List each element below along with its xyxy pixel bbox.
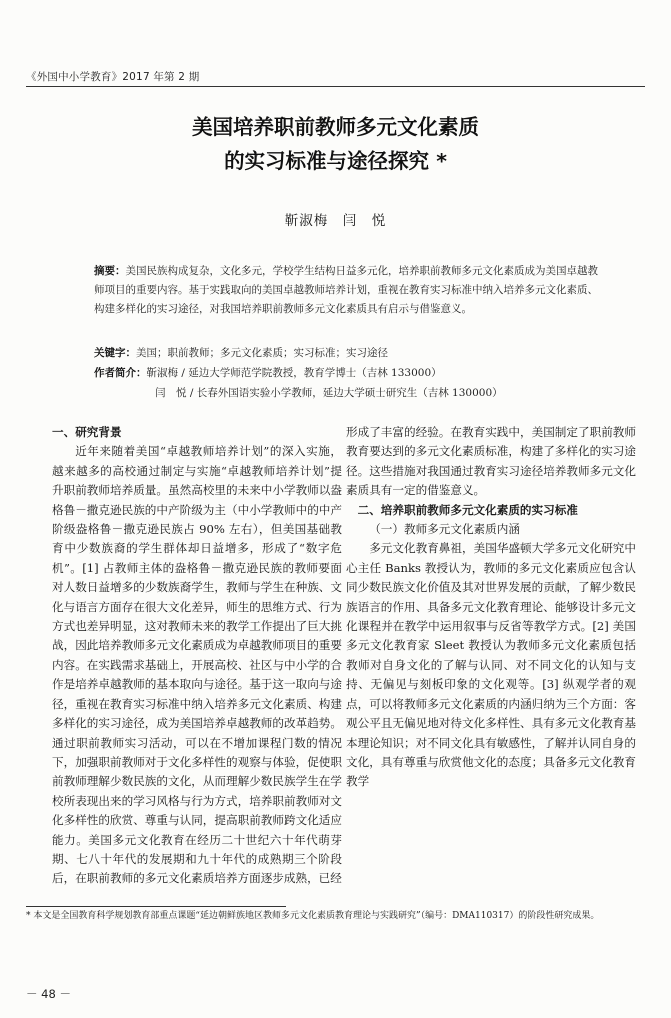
article-authors: 靳淑梅 闫 悦	[284, 213, 387, 229]
keywords	[94, 344, 604, 363]
right-column	[346, 423, 636, 792]
abstract-label: 摘要：	[94, 265, 126, 277]
subsection-1-heading: （一）教师多元文化素质内涵	[369, 522, 520, 537]
section-1-heading: 一、研究背景	[52, 425, 122, 439]
author-info-line-2: 闫 悦 / 长春外国语实验小学教师，延边大学硕士研究生（吉林 130000）	[155, 387, 503, 399]
footnote: * 本文是全国教育科学规划教育部重点课题“延边朝鲜族地区教师多元文化素质教育理论与实践研究”（编号：DMA110317）的阶段性研究成果。	[26, 911, 600, 921]
keywords-text: 美国；职前教师；多元文化素质；实习标准；实习途径	[136, 347, 388, 359]
author-info-label: 作者简介：	[94, 367, 147, 379]
keywords-label: 关键字：	[94, 347, 136, 359]
footnote-rule	[26, 906, 286, 907]
article-title	[0, 110, 671, 178]
body-paragraph-1: 近年来随着美国“卓越教师培养计划”的深入实施，越来越多的高校通过制定与实施“卓越教师培养计划”提升职前教师培养质量。虽然高校里的未来中小学教师以盎格鲁－撒克逊民族的中产阶级为主（中小学教师中的中产阶级盎格鲁－撒克逊民族占 90% 左右），但美国基础教育中少数族裔的学生群体却日益增多，形成了“数字危机”。[1] 占教师主体的盎格鲁－撒克逊民族的教师要面对人数日益增多的少数族裔学生，教师与学生在种族、文化与语言方面存在很大文化差异，师生的思维方式、行为方式也差异明显，这对教师未来的教学工作提出了巨大挑战，因此培养教师多元文化素质成为卓越教师项目的重要内容。在实践需求基础上，开展高校、社区与中小学的合作是培养卓越教师的基本取向与途径。基于这一取向与途径，重视在教育实习标准中纳入培养多元文化素质、构建多样化的实习途径，成为美国培养卓越教师的改革趋势。通过职前教师实习活动，可以在不增加课程门数的情况下，加强职前教师对于文化多样性的观察与体验，促使职前教师理解少数民族的文化，从而理解少数民族学生在学校所表现出来的学习风格与行为方式，培养职前教师对文化多样性的欣赏、尊重与认同，提高职前教师跨文化适应能力。美国多元文化教育在经历二十世纪六十年代萌芽期、七八十年代的发展期和九十年代的成熟期三个阶段后，在职前教师的多元文化素质培养方面逐步成熟，已经	[52, 444, 342, 886]
body-paragraph-1-continued: 形成了丰富的经验。在教育实践中，美国制定了职前教师教育要达到的多元文化素质标准，构建了多样化的实习途径。这些措施对我国通过教育实习途径培养教师多元文化素质具有一定的借鉴意义。	[346, 425, 636, 498]
left-column	[52, 423, 342, 889]
section-2-heading: 二、培养职前教师多元文化素质的实习标准	[357, 502, 578, 517]
page-number: － 48 －	[26, 987, 71, 1001]
author-info	[94, 364, 604, 383]
body-paragraph-2: 多元文化教育鼻祖，美国华盛顿大学多元文化研究中心主任 Banks 教授认为，教师的多元文化素质应包含认同少数民族文化价值及其对世界发展的贡献，了解少数民族语言的作用、具备多元文化教育理论、能够设计多元文化课程并在教学中运用叙事与反省等教学方式。[2] 美国多元文化教育家 Sleet 教授认为教师多元文化素质包括教师对自身文化的了解与认同、对不同文化的认知与支持、无偏见与刻板印象的文化观等。[3] 纵观学者的观点，可以将教师多元文化素质的内涵归纳为三个方面：客观公平且无偏见地对待文化多样性、具有多元文化教育基本理论知识；对不同文化具有敏感性，了解并认同自身的文化，具有尊重与欣赏他文化的态度；具备多元文化教育教学	[346, 541, 636, 789]
abstract-text: 美国民族构成复杂，文化多元，学校学生结构日益多元化，培养职前教师多元文化素质成为美国卓越教师项目的重要内容。基于实践取向的美国卓越教师培养计划，重视在教育实习标准中纳入培养多元文化素质、构建多样化的实习途径，对我国培养职前教师多元文化素质具有启示与借鉴意义。	[94, 265, 598, 315]
abstract	[94, 262, 604, 319]
title-line-1: 美国培养职前教师多元文化素质	[192, 115, 479, 139]
author-info-line-1: 靳淑梅 / 延边大学师范学院教授，教育学博士（吉林 133000）	[146, 367, 442, 379]
title-line-2: 的实习标准与途径探究 *	[224, 149, 447, 173]
header-rule	[26, 86, 645, 87]
journal-header: 《外国中小学教育》2017 年第 2 期	[26, 71, 200, 83]
